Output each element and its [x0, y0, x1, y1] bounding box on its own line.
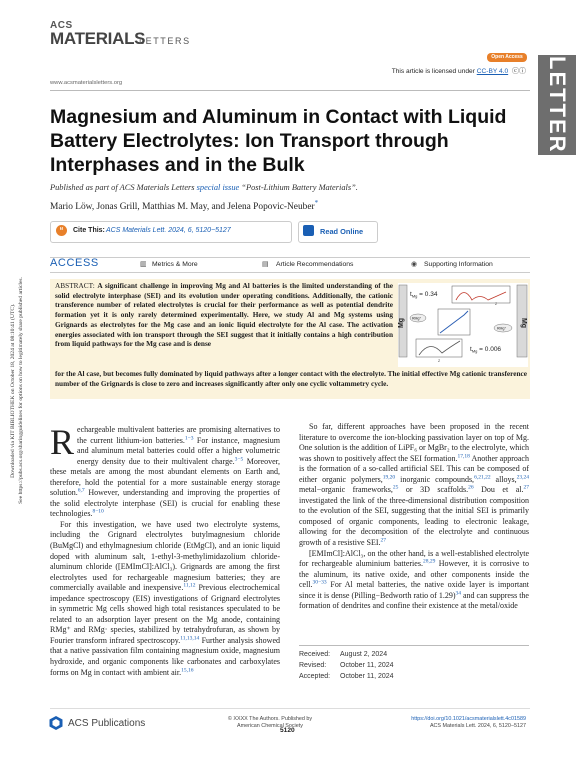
doi-link[interactable]: https://doi.org/10.1021/acsmaterialslett.4c01589 [411, 716, 526, 722]
cite-reference[interactable]: ACS Materials Lett. 2024, 6, 5120−5127 [106, 227, 231, 234]
citation-ref[interactable]: 17,18 [457, 452, 470, 459]
doi-block [411, 716, 526, 730]
access-label: ACCESS [50, 257, 99, 269]
cc-icon: ⓒⓘ [512, 68, 526, 75]
open-access-badge: Open Access [487, 53, 527, 62]
z-bottom-label: Z [438, 359, 441, 363]
citation-ref[interactable]: 11,12 [183, 582, 196, 589]
side-tab-label: LETTER [545, 56, 570, 154]
citation-ref[interactable]: 27 [523, 484, 529, 491]
journal-url[interactable]: www.acsmaterialsletters.org [50, 80, 123, 86]
body-right-column [299, 422, 529, 612]
abstract-label: ABSTRACT: [55, 281, 95, 290]
drop-cap: R [50, 422, 75, 462]
article-dates [299, 645, 529, 682]
abstract-text [55, 281, 393, 349]
journal-logo-acs: ACS [50, 20, 73, 31]
metrics-icon: ▥ [140, 261, 147, 268]
mg-left-label: Mg [398, 317, 405, 329]
recommendations-link[interactable]: Article Recommendations [276, 261, 354, 268]
z-top-label: Z [495, 302, 498, 306]
citation-ref[interactable]: 6,21,22 [474, 474, 491, 481]
supporting-info-link[interactable]: Supporting Information [424, 261, 493, 268]
cite-label: Cite This: [73, 227, 105, 234]
impedance-inset-bottom [416, 339, 462, 357]
journal-logo-materials: MATERIALS [50, 29, 146, 48]
citation-ref[interactable]: 6,7 [77, 487, 85, 494]
acs-hexagon-icon [48, 715, 64, 731]
recommendations-icon: ▤ [262, 261, 269, 268]
publication-note-suffix: “Post-Lithium Battery Materials”. [239, 183, 358, 192]
citation-ref[interactable]: 19,20 [382, 474, 396, 481]
read-online-label[interactable]: Read Online [320, 227, 364, 236]
copyright-line2: American Chemical Society [237, 722, 303, 729]
download-note-line1: Downloaded via KIT BIBLIOTHEK on October 18, 2024 at 08:10:41 (UTC). [10, 302, 16, 478]
body-left-column [50, 422, 280, 678]
t-top-label: $t_{Mg} = 0.34$ [410, 291, 438, 299]
rmg-left-label: RMg⁺ [412, 316, 422, 321]
t-bottom-label: $t_{Mg} = 0.006$ [470, 346, 502, 354]
revised-date: Revised: October 11, 2024 [299, 662, 394, 669]
citation-ref[interactable]: 23,24 [516, 474, 530, 481]
toc-graphic-svg [398, 283, 528, 367]
citation-ref[interactable]: 28,29 [422, 558, 436, 565]
citation-ref[interactable]: 3−5 [234, 455, 244, 462]
citation-ref[interactable]: 25 [392, 484, 399, 491]
authors-text[interactable]: Mario Löw, Jonas Grill, Matthias M. May, and Jelena Popovic-Neuber [50, 202, 315, 213]
abstract-text-bottom: for the Al case, but becomes fully dominated by liquid pathways after a longer contact with the electrolyte. The initial effective Mg cationic transference number of the Grignards is close to zero and increases significantly after only one cyclic voltammetry cycle. [55, 369, 527, 388]
accepted-date: Accepted: October 11, 2024 [299, 673, 394, 680]
copyright-notice [200, 716, 340, 729]
metrics-link[interactable]: Metrics & More [152, 261, 198, 268]
citation-ref[interactable]: 8−10 [92, 508, 104, 515]
quote-icon: “ [56, 225, 67, 236]
footer-divider [50, 708, 530, 709]
license-line [392, 66, 526, 76]
electrolyte-paragraph: For this investigation, we have used two electrolyte systems, including the Grignard electrolytes butylmagnesium chloride (BuMgCl) and ethylmagnesium chloride (EtMgCl), and an ionic liquid doped with aluminum salt, 1-ethyl-3-methylimidazolium chloride-aluminum chloride ([EMImCl]:AlCl₃). Grignards are among the first electrolytes used for rechargeable magnesium batteries; they are commercially available and inexpensive.$^{11,12}$ Previous electrochemical impedance spectroscopy (EIS) investigations of Grignard electrolytes in symmetric Mg cells showed high total resistances speculated to be related to an adsorption layer present on the Mg anode, containing RMg⁺ and RMg· species, stabilized by tetrahydrofuran, as shown by Fourier transform infrared spectroscopy.$^{11,13,14}$ Further analysis showed that a native passivation film containing magnesium oxide, magnesium hydroxide, and organic components like carbonates and carboxylates forms on Mg in contact with ambient air.$^{15,16}$ [50, 519, 280, 677]
page-number: 5120 [280, 727, 295, 734]
download-note [4, 240, 30, 540]
copyright-line1: © XXXX The Authors. Published by [227, 716, 313, 722]
aluminum-paragraph: [EMImCl]:AlCl₃, on the other hand, is a well-established electrolyte for rechargeable aluminium batteries.$^{28,29}$ However, it is corrosive to the aluminum, its native oxide, and other components inside the cell.$^{30-33}$ For Al metal batteries, the native oxide layer is important since it is dense (Pilling−Bedworth ratio of 1.29)$^{34}$ and can suppress the formation of dendrites and confine their existence at the metal/oxide [299, 548, 529, 611]
special-issue-link[interactable]: special issue [196, 183, 240, 192]
abstract-body: A significant challenge in improving Mg and Al batteries is the limited understanding of the solid electrolyte interphase (SEI) and its evolution under operating conditions. Additionally, the cationic transference number of related electrolytes is crucial for their performance as well as potential dendrite formation yet it is only rarely determined experimentally. Here, we study Al and Mg systems using Grignards as electrolytes for the Mg case and an ionic liquid electrolyte for the Al case. The activation energies associated with ion transport through the SEI suggest that it initially contains a high contribution from liquid pathways for the Mg case and is dense [55, 281, 393, 349]
citation-ref[interactable]: 15,16 [181, 666, 194, 673]
publisher-name[interactable]: ACS Publications [68, 718, 146, 729]
citation-ref[interactable]: 34 [455, 590, 461, 597]
intro-paragraph: Rechargeable multivalent batteries are promising alternatives to the current lithium-ion batteries.$^{1-3}$ For instance, magnesium and aluminum metal batteries could offer a higher volumetric energy density due to their multivalent charge.$^{3-5}$ Moreover, these metals are among the most abundant elements on Earth and, therefore, hold the potential for a more sustainable energy storage solution.$^{6,7}$ However, understanding and improving the properties of the solid electrolyte interphase (SEI) is crucial for enabling these technologies.$^{8-10}$ [50, 422, 280, 519]
citation-ref[interactable]: 27 [380, 537, 387, 544]
journal-citation: ACS Materials Lett. 2024, 6, 5120−5127 [429, 722, 526, 729]
publication-note [50, 183, 358, 192]
license-link[interactable]: CC-BY 4.0 [476, 68, 509, 75]
side-tab [538, 55, 576, 155]
mg-right-label: Mg [520, 317, 527, 329]
citation-ref[interactable]: 30−33 [312, 579, 327, 586]
article-title: Magnesium and Aluminum in Contact with Liquid Battery Electrolytes: Ion Transport through Interphases and in the Bulk [50, 106, 507, 176]
approaches-paragraph: So far, different approaches have been proposed in the recent literature to overcome the ion-blocking passivation layer on top of Mg. One solution is the addition of LiPF₆ or MgBr₂ to the electrolyte, which was shown to positively affect the SEI formation.$^{17,18}$ Another approach is the formation of a so-called artificial SEI. This can be composed of either organic polymers,$^{19,20}$ inorganic compounds,$^{6,21,22}$ alloys,$^{23,24}$ metal−organic frameworks,$^{25}$ or 3D scaffolds.$^{26}$ Dou et al.$^{27}$ investigated the link of the three-dimensional distribution composition to the evolution of the SEI, suggesting that the initial SEI is primarily composed of organic components, leading to electronic leakage, allowing for the decomposition of the electrolyte and continuous growth of a resistive SEI.$^{27}$ [299, 422, 530, 548]
corresponding-author-mark[interactable]: * [314, 199, 319, 207]
author-list [50, 199, 318, 212]
license-text: This article is licensed under [391, 68, 477, 75]
journal-logo-letters: LETTERS [139, 36, 191, 46]
read-online-icon [303, 225, 314, 236]
download-note-line2: See https://pubs.acs.org/sharingguidelines for options on how to legitimately share published articles. [18, 276, 24, 504]
supporting-info-icon: ◉ [411, 261, 418, 268]
header-divider [50, 90, 530, 91]
rmg-right-label: RMg⁺ [497, 326, 507, 331]
citation-ref[interactable]: 26 [468, 484, 474, 491]
publication-note-prefix: Published as part of ACS Materials Letters [50, 183, 197, 192]
toc-graphic [398, 283, 528, 367]
citation-ref[interactable]: 11,13,14 [180, 635, 200, 642]
citation-ref[interactable]: 1−3 [184, 434, 194, 441]
received-date: Received: August 2, 2024 [299, 651, 388, 658]
